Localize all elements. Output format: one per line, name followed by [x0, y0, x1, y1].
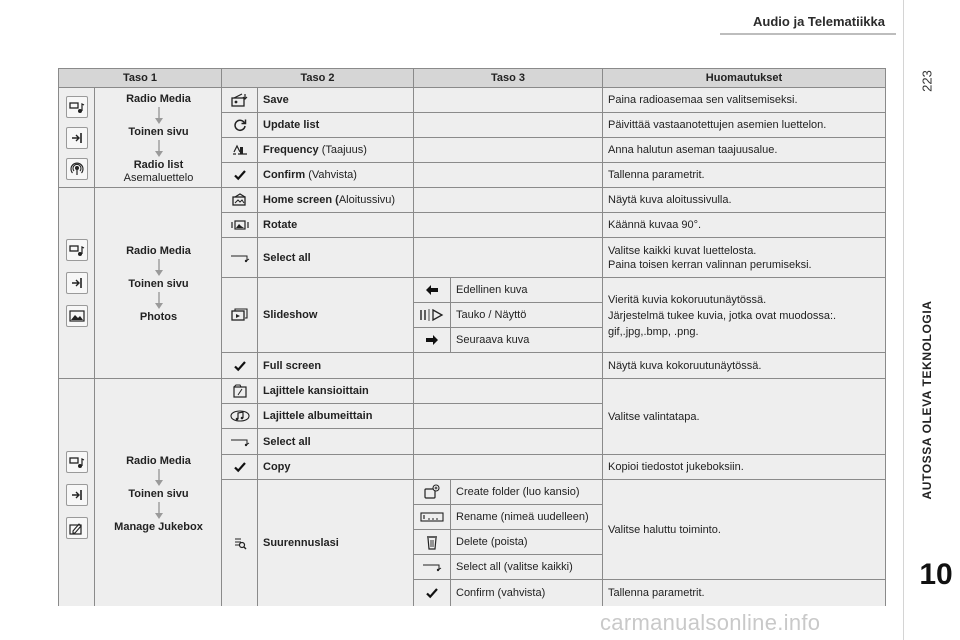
row-label-cell	[258, 379, 414, 404]
note-cell	[603, 580, 885, 606]
row-label: Lajittele albumeittain	[263, 410, 373, 422]
note-cell	[603, 278, 885, 353]
note-line: Vieritä kuvia kokoruutunäytössä.	[608, 294, 767, 306]
row-note: Käännä kuvaa 90°.	[608, 219, 702, 231]
menu-path-item: Manage Jukebox	[114, 521, 203, 533]
sub-label: Select all (valitse kaikki)	[456, 561, 573, 573]
group2-icon-column	[59, 188, 95, 379]
refresh-icon	[233, 118, 247, 132]
sub-label: Create folder (luo kansio)	[456, 486, 580, 498]
row-icon-cell	[222, 138, 258, 163]
chapter-number: 10	[919, 558, 953, 591]
input-source-icon	[66, 272, 88, 294]
sort-albums-icon	[229, 409, 251, 423]
row-icon-cell	[222, 404, 258, 429]
note-cell	[603, 138, 885, 163]
row-label-cell	[258, 455, 414, 480]
row-icon-cell	[222, 353, 258, 379]
frequency-icon	[232, 143, 248, 157]
header-notes: Huomautukset	[603, 69, 885, 88]
down-arrow-icon	[154, 469, 164, 487]
note-cell	[603, 188, 885, 213]
sub-label: Confirm (vahvista)	[456, 587, 546, 599]
row-icon-cell	[222, 238, 258, 278]
previous-arrow-icon	[425, 284, 439, 296]
sub-label-cell	[451, 555, 603, 580]
sub-icon-cell	[414, 530, 451, 555]
down-arrow-icon	[154, 292, 164, 310]
radio-media-icon	[66, 451, 88, 473]
row-label: Lajittele kansioittain	[263, 385, 369, 397]
next-arrow-icon	[425, 334, 439, 346]
page-number	[912, 66, 942, 96]
note-cell	[603, 353, 885, 379]
pause-play-icon	[419, 308, 445, 322]
level3-empty-cell	[414, 88, 603, 113]
header-level2: Taso 2	[222, 69, 414, 88]
row-label-cell	[258, 278, 414, 353]
sub-icon-cell	[414, 505, 451, 530]
row-note: Tallenna parametrit.	[608, 169, 705, 181]
select-all-icon	[230, 253, 250, 263]
radio-save-icon	[231, 92, 249, 108]
slideshow-icon	[231, 308, 249, 322]
sub-icon-cell	[414, 555, 451, 580]
row-label-cell	[258, 163, 414, 188]
row-icon-cell	[222, 429, 258, 455]
row-icon-cell	[222, 88, 258, 113]
note-line: Paina toisen kerran valinnan perumiseksi.	[608, 258, 812, 271]
row-label: Rotate	[263, 219, 298, 231]
row-label: Copy	[263, 461, 291, 473]
group2-menu-path	[95, 188, 222, 379]
level3-empty-cell	[414, 188, 603, 213]
home-screen-icon	[231, 192, 249, 208]
menu-path-item: Radio Media	[126, 455, 191, 467]
row-icon-cell	[222, 379, 258, 404]
row-note	[603, 244, 812, 272]
rename-icon	[420, 511, 444, 523]
down-arrow-icon	[154, 259, 164, 277]
row-label: Select all	[263, 435, 311, 448]
group3-menu-path	[95, 379, 222, 606]
sub-icon-cell	[414, 303, 451, 328]
level3-empty-cell	[414, 163, 603, 188]
level3-empty-cell	[414, 213, 603, 238]
select-all-icon	[230, 437, 250, 447]
note-cell	[603, 455, 885, 480]
menu-path-item: Photos	[139, 311, 178, 323]
sort-folders-icon	[232, 384, 248, 398]
group1-menu-path	[95, 88, 222, 188]
row-note: Anna halutun aseman taajuusalue.	[608, 144, 778, 156]
row-note: Näytä kuva kokoruutunäytössä.	[608, 359, 762, 372]
row-label-rest: (Taajuus)	[318, 144, 367, 156]
row-note: Valitse haluttu toiminto.	[608, 523, 721, 536]
row-note: Päivittää vastaanotettujen asemien luettelon.	[608, 119, 827, 131]
watermark: carmanualsonline.info	[600, 610, 821, 635]
row-label-rest: (Vahvista)	[305, 169, 357, 181]
input-source-icon	[66, 484, 88, 506]
down-arrow-icon	[154, 502, 164, 520]
row-icon-cell	[222, 163, 258, 188]
level3-empty-cell	[414, 238, 603, 278]
row-label: Update list	[263, 119, 320, 131]
row-label-cell	[258, 88, 414, 113]
row-note: Valitse valintatapa.	[608, 410, 700, 423]
row-icon-cell	[222, 113, 258, 138]
magnifier-list-icon	[233, 536, 247, 550]
note-cell	[603, 113, 885, 138]
level3-empty-cell	[414, 379, 603, 404]
checkmark-icon	[234, 360, 246, 372]
note-line: gif,.jpg,.bmp, .png.	[608, 326, 699, 338]
row-label-cell	[258, 113, 414, 138]
sub-label-cell	[451, 303, 603, 328]
row-label: Full screen	[263, 359, 322, 372]
menu-path-item: Radio Media	[126, 93, 191, 105]
sub-label-cell	[451, 530, 603, 555]
level3-empty-cell	[414, 429, 603, 455]
row-label-cell	[258, 429, 414, 455]
radio-list-icon	[66, 158, 88, 180]
sub-label-cell	[451, 278, 603, 303]
section-label	[912, 230, 942, 570]
row-note	[603, 278, 885, 340]
menu-table	[58, 68, 886, 606]
row-icon-cell	[222, 188, 258, 213]
photos-icon	[66, 305, 88, 327]
title-rule	[720, 33, 896, 35]
row-label: Save	[263, 94, 289, 106]
row-icon-cell	[222, 455, 258, 480]
header-level3: Taso 3	[414, 69, 603, 88]
sub-label: Edellinen kuva	[456, 284, 528, 296]
row-label: Slideshow	[263, 309, 318, 321]
sub-label: Tauko / Näyttö	[456, 309, 527, 321]
group1-icon-column	[59, 88, 95, 188]
note-cell	[603, 213, 885, 238]
sub-icon-cell	[414, 278, 451, 303]
row-label-cell	[258, 188, 414, 213]
row-note: Paina radioasemaa sen valitsemiseksi.	[608, 94, 798, 106]
menu-path-item: Toinen sivu	[128, 126, 189, 138]
level3-empty-cell	[414, 113, 603, 138]
row-label-bold: Home screen (	[263, 194, 339, 206]
row-label	[258, 193, 395, 207]
sub-label: Rename (nimeä uudelleen)	[456, 511, 589, 523]
sub-icon-cell	[414, 580, 451, 606]
row-label	[258, 143, 367, 157]
page-number-text: 223	[919, 70, 935, 92]
sub-label-cell	[451, 505, 603, 530]
down-arrow-icon	[154, 140, 164, 158]
select-all-icon	[422, 562, 442, 572]
menu-path-subtitle: Asemaluettelo	[123, 172, 194, 184]
level3-empty-cell	[414, 404, 603, 429]
row-label-cell	[258, 238, 414, 278]
row-label-cell	[258, 213, 414, 238]
note-cell	[603, 480, 885, 580]
row-label-bold: Confirm	[263, 169, 306, 181]
row-note: Kopioi tiedostot jukeboksiin.	[608, 461, 744, 473]
down-arrow-icon	[154, 107, 164, 125]
level3-empty-cell	[414, 455, 603, 480]
level3-empty-cell	[414, 353, 603, 379]
row-label: Suurennuslasi	[263, 537, 339, 549]
menu-path-item: Radio Media	[126, 245, 191, 257]
group3-icon-column	[59, 379, 95, 606]
row-note: Tallenna parametrit.	[608, 587, 705, 599]
note-cell	[603, 163, 885, 188]
row-label-cell	[258, 480, 414, 606]
level3-empty-cell	[414, 138, 603, 163]
menu-path-item: Toinen sivu	[128, 278, 189, 290]
side-divider	[903, 0, 904, 640]
row-label-cell	[258, 404, 414, 429]
rotate-icon	[231, 218, 249, 232]
note-cell	[603, 238, 885, 278]
note-cell	[603, 379, 885, 455]
row-label-bold: Frequency	[263, 144, 319, 156]
radio-media-icon	[66, 96, 88, 118]
note-cell	[603, 88, 885, 113]
row-label-cell	[258, 138, 414, 163]
sub-label: Delete (poista)	[456, 536, 528, 548]
checkmark-icon	[234, 169, 246, 181]
sub-label-cell	[451, 580, 603, 606]
checkmark-icon	[234, 461, 246, 473]
page-title: Audio ja Telematiikka	[753, 14, 885, 29]
row-icon-cell	[222, 480, 258, 606]
menu-path-item: Toinen sivu	[128, 488, 189, 500]
note-line: Järjestelmä tukee kuvia, jotka ovat muodossa:.	[608, 310, 837, 322]
row-label-rest: Aloitussivu)	[338, 194, 396, 206]
checkmark-icon	[426, 587, 438, 599]
radio-media-icon	[66, 239, 88, 261]
row-icon-cell	[222, 213, 258, 238]
sub-icon-cell	[414, 328, 451, 353]
section-label-text: AUTOSSA OLEVA TEKNOLOGIA	[920, 300, 934, 500]
row-label-cell	[258, 353, 414, 379]
sub-icon-cell	[414, 480, 451, 505]
note-line: Valitse kaikki kuvat luettelosta.	[608, 244, 757, 257]
manage-jukebox-icon	[66, 517, 88, 539]
delete-icon	[426, 534, 438, 550]
row-icon-cell	[222, 278, 258, 353]
sub-label: Seuraava kuva	[456, 334, 530, 346]
row-note: Näytä kuva aloitussivulla.	[608, 194, 732, 206]
input-source-icon	[66, 127, 88, 149]
header-level1: Taso 1	[59, 69, 222, 88]
row-label	[258, 168, 357, 182]
sub-label-cell	[451, 328, 603, 353]
sub-label-cell	[451, 480, 603, 505]
row-label: Select all	[263, 251, 311, 264]
create-folder-icon	[423, 484, 441, 500]
menu-path-item: Radio list	[133, 159, 184, 171]
